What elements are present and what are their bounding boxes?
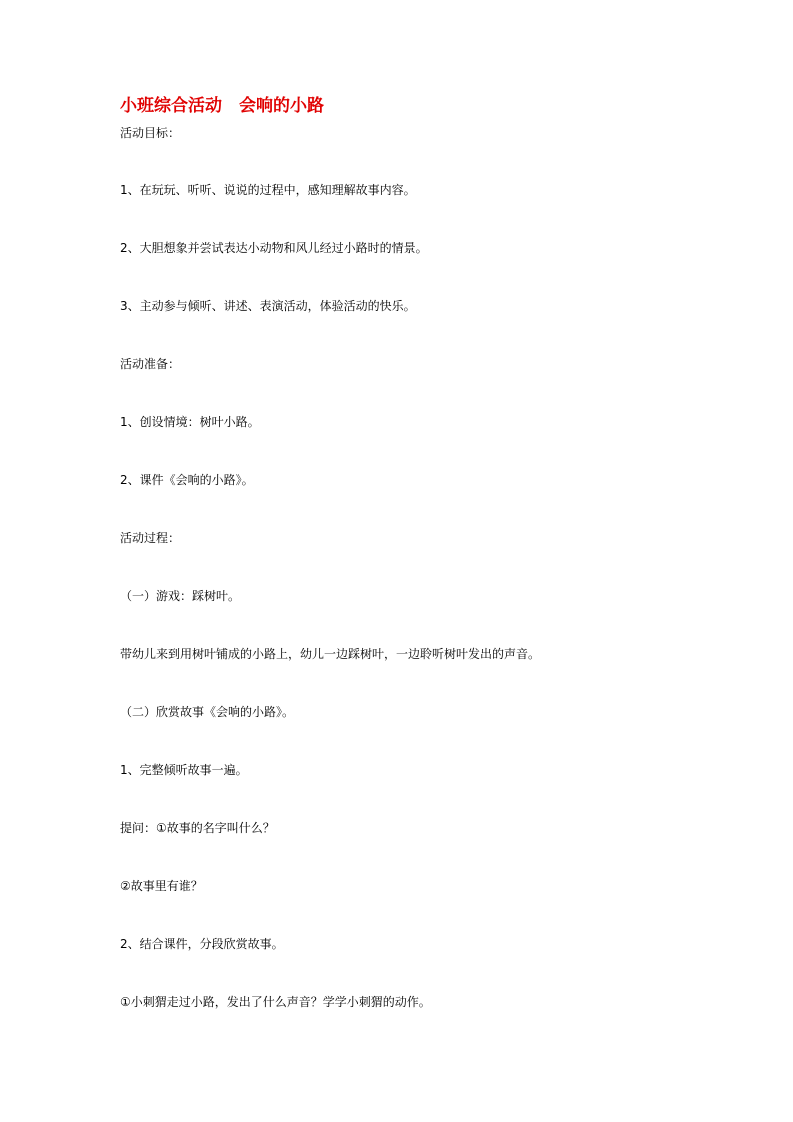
section-heading-process: 活动过程： bbox=[120, 531, 181, 545]
goal-item-1: 1、在玩玩、听听、说说的过程中，感知理解故事内容。 bbox=[120, 183, 416, 197]
question-2: ②故事里有谁？ bbox=[120, 879, 203, 893]
preparation-item-1: 1、创设情境：树叶小路。 bbox=[120, 415, 260, 429]
process-step-2-item-2: 2、结合课件，分段欣赏故事。 bbox=[120, 937, 284, 951]
question-1: 提问：①故事的名字叫什么？ bbox=[120, 821, 275, 835]
process-step-1-text: 带幼儿来到用树叶铺成的小路上，幼儿一边踩树叶，一边聆听树叶发出的声音。 bbox=[120, 647, 541, 661]
preparation-item-2: 2、课件《会响的小路》。 bbox=[120, 473, 254, 487]
section-heading-preparation: 活动准备： bbox=[120, 357, 181, 371]
document-title: 小班综合活动 会响的小路 bbox=[120, 96, 324, 116]
goal-item-3: 3、主动参与倾听、讲述、表演活动，体验活动的快乐。 bbox=[120, 299, 416, 313]
section-heading-goals: 活动目标： bbox=[120, 126, 181, 140]
goal-item-2: 2、大胆想象并尝试表达小动物和风儿经过小路时的情景。 bbox=[120, 241, 428, 255]
story-question-1: ①小刺猬走过小路，发出了什么声音？学学小刺猬的动作。 bbox=[120, 995, 431, 1009]
process-step-1-heading: （一）游戏：踩树叶。 bbox=[120, 589, 241, 603]
process-step-2-heading: （二）欣赏故事《会响的小路》。 bbox=[120, 705, 295, 719]
process-step-2-item-1: 1、完整倾听故事一遍。 bbox=[120, 763, 248, 777]
